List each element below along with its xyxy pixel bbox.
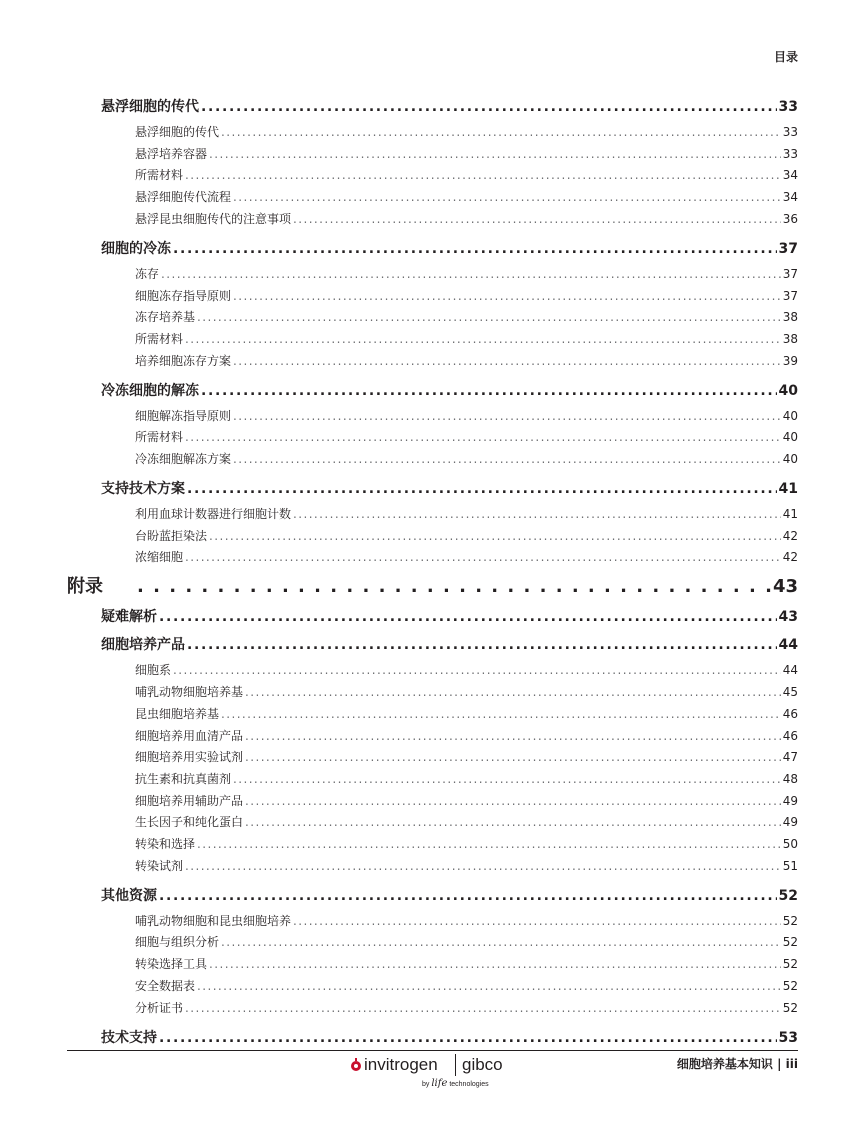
toc-entry[interactable] <box>135 912 798 929</box>
toc-entry-page: 52 <box>782 978 798 993</box>
toc-entry-label: 悬浮昆虫细胞传代的注意事项 <box>135 211 292 226</box>
toc-leader-dots <box>221 707 781 721</box>
toc-entry[interactable] <box>101 380 798 400</box>
toc-entry-label: 台盼蓝拒染法 <box>135 528 208 543</box>
toc-entry-page: 52 <box>778 887 798 904</box>
toc-entry-page: 47 <box>782 750 798 765</box>
toc-leader-dots <box>245 685 781 699</box>
footer-page-number: iii <box>785 1057 798 1071</box>
toc-entry-page: 46 <box>782 706 798 721</box>
toc-entry-page: 37 <box>782 266 798 281</box>
toc-entry-label: 冷冻细胞的解冻 <box>101 382 199 399</box>
toc-entry-page: 51 <box>782 858 798 873</box>
toc-entry[interactable] <box>101 238 798 258</box>
toc-entry[interactable] <box>135 813 798 830</box>
toc-entry[interactable] <box>135 145 798 162</box>
toc-entry[interactable] <box>135 166 798 183</box>
toc-entry-label: 转染试剂 <box>135 858 184 873</box>
toc-entry-page: 52 <box>782 957 798 972</box>
toc-entry-page: 36 <box>782 211 798 226</box>
toc-entry[interactable] <box>135 683 798 700</box>
toc-leader-dots <box>245 794 781 808</box>
toc-entry[interactable] <box>135 210 798 227</box>
toc-entry-label: 所需材料 <box>135 430 184 445</box>
toc-leader-dots <box>293 914 781 928</box>
toc-leader-dots <box>159 1030 777 1046</box>
toc-entry-label: 细胞解冻指导原则 <box>135 408 232 423</box>
toc-entry-label: 所需材料 <box>135 331 184 346</box>
toc-leader-dots <box>245 750 781 764</box>
toc-entry-label: 细胞的冷冻 <box>101 240 171 257</box>
toc-entry-page: 33 <box>778 99 798 115</box>
toc-leader-dots <box>209 957 781 971</box>
toc-leader-dots <box>185 168 781 182</box>
toc-entry-label: 哺乳动物细胞培养基 <box>135 685 244 700</box>
toc-leader-dots <box>221 125 781 139</box>
toc-leader-dots <box>221 935 781 949</box>
toc-leader-dots <box>201 383 777 399</box>
toc-leader-dots <box>185 859 781 873</box>
toc-entry-label: 利用血球计数器进行细胞计数 <box>135 507 292 521</box>
toc-entry-page: 42 <box>782 528 798 543</box>
footer-doc-info <box>677 1055 798 1072</box>
toc-entry-label: 细胞系 <box>135 663 172 678</box>
toc-entry-label: 抗生素和抗真菌剂 <box>135 771 232 786</box>
toc-leader-dots <box>173 241 777 257</box>
toc-leader-dots <box>233 289 781 303</box>
toc-entry-label: 转染选择工具 <box>135 957 208 972</box>
toc-entry[interactable] <box>135 287 798 304</box>
toc-entry[interactable] <box>135 955 798 972</box>
toc-leader-dots <box>185 550 781 564</box>
toc-entry[interactable] <box>135 450 798 467</box>
toc-entry[interactable] <box>135 505 798 522</box>
toc-entry[interactable] <box>135 308 798 325</box>
toc-entry[interactable] <box>101 885 798 905</box>
toc-entry-label: 细胞培养用实验试剂 <box>135 750 244 765</box>
toc-entry-label: 悬浮细胞传代流程 <box>135 190 232 205</box>
toc-entry-label: 疑难解析 <box>101 609 157 626</box>
byline-life: life <box>431 1078 448 1089</box>
toc-entry-label: 细胞与组织分析 <box>135 935 220 950</box>
toc-entry-page: 52 <box>782 913 798 928</box>
toc-leader-dots <box>159 888 777 904</box>
toc-entry-label: 冷冻细胞解冻方案 <box>135 452 232 466</box>
toc-entry[interactable] <box>101 606 798 626</box>
toc-leader-dots <box>159 609 777 625</box>
toc-entry-page: 49 <box>782 793 798 808</box>
toc-leader-dots <box>185 332 781 346</box>
toc-entry-page: 37 <box>782 288 798 303</box>
toc-entry[interactable] <box>135 527 798 544</box>
toc-entry-page: 39 <box>782 353 798 368</box>
toc-entry-page: 40 <box>778 382 798 399</box>
toc-leader-dots <box>185 1001 781 1015</box>
toc-entry-page: 38 <box>782 331 798 346</box>
toc-entry-label: 细胞冻存指导原则 <box>135 288 232 303</box>
toc-entry[interactable] <box>135 933 798 950</box>
brand-separator <box>455 1054 456 1076</box>
toc-entry-page: 50 <box>782 837 798 851</box>
toc-leader-dots <box>173 663 781 677</box>
toc-entry-label: 支持技术方案 <box>101 481 185 497</box>
toc-entry-label: 附录 <box>67 576 103 598</box>
toc-entry[interactable] <box>135 407 798 424</box>
footer-separator: | <box>777 1057 782 1071</box>
toc-entry-label: 哺乳动物细胞和昆虫细胞培养 <box>135 913 292 928</box>
byline-by: by <box>422 1081 430 1088</box>
toc-entry-page: 49 <box>782 815 798 830</box>
toc-entry[interactable] <box>101 1027 798 1047</box>
toc-entry[interactable] <box>135 661 798 678</box>
byline-technologies: technologies <box>449 1081 489 1088</box>
page-header-title: 目录 <box>773 50 798 64</box>
toc-entry-page: 46 <box>782 728 798 743</box>
toc-entry[interactable] <box>135 977 798 994</box>
toc-leader-dots <box>187 637 777 653</box>
toc-leader-dots <box>245 815 781 829</box>
toc-entry[interactable] <box>135 770 798 787</box>
toc-leader-dots <box>233 354 781 368</box>
toc-leader-dots <box>197 837 781 851</box>
toc-entry-page: 41 <box>782 507 798 521</box>
toc-entry[interactable] <box>135 748 798 765</box>
toc-entry-label: 悬浮培养容器 <box>135 146 208 161</box>
toc-entry-label: 冻存培养基 <box>135 310 196 325</box>
toc-entry[interactable] <box>135 123 798 140</box>
toc-entry-label: 悬浮细胞的传代 <box>135 125 220 139</box>
toc-entry-page: 40 <box>782 452 798 466</box>
toc-entry-label: 培养细胞冻存方案 <box>135 353 232 368</box>
toc-entry-label: 安全数据表 <box>135 978 196 993</box>
toc-leader-dots <box>185 430 781 444</box>
toc-leader-dots <box>233 409 781 423</box>
toc-entry[interactable] <box>135 188 798 205</box>
brand-invitrogen: invitrogen <box>364 1055 438 1074</box>
toc-entry-page: 48 <box>782 771 798 786</box>
toc-entry-label: 冻存 <box>135 266 160 281</box>
toc-entry[interactable] <box>135 999 798 1016</box>
toc-leader-dots <box>197 979 781 993</box>
toc-entry[interactable] <box>67 572 798 598</box>
toc-entry-page: 53 <box>778 1029 798 1046</box>
toc-entry-page: 44 <box>782 663 798 678</box>
toc-entry[interactable] <box>135 835 798 852</box>
toc-entry[interactable] <box>135 792 798 809</box>
toc-entry-label: 生长因子和纯化蛋白 <box>135 815 244 830</box>
toc-entry[interactable] <box>135 705 798 722</box>
toc-entry-page: 45 <box>782 685 798 700</box>
brand-gibco: gibco <box>462 1055 503 1074</box>
footer-doc-title: 细胞培养基本知识 <box>676 1057 773 1071</box>
footer-divider <box>67 1050 798 1051</box>
toc-entry-page: 43 <box>772 576 798 598</box>
toc-entry-page: 52 <box>782 935 798 950</box>
toc-leader-dots <box>293 507 781 521</box>
toc-entry-page: 44 <box>778 637 798 654</box>
toc-leader-dots <box>233 772 781 786</box>
toc-entry[interactable] <box>135 428 798 445</box>
toc-entry[interactable] <box>135 727 798 744</box>
toc-entry-page: 43 <box>778 609 798 626</box>
toc-leader-dots <box>161 267 781 281</box>
toc-entry[interactable] <box>135 857 798 874</box>
toc-entry-page: 33 <box>782 125 798 139</box>
toc-entry[interactable] <box>135 330 798 347</box>
toc-entry[interactable] <box>101 634 798 654</box>
toc-leader-dots <box>197 310 781 324</box>
toc-leader-dots <box>233 190 781 204</box>
toc-entry[interactable] <box>135 352 798 369</box>
toc-entry-page: 40 <box>782 430 798 445</box>
toc-entry-page: 42 <box>782 550 798 565</box>
toc-entry-label: 悬浮细胞的传代 <box>101 99 199 115</box>
toc-entry-label: 所需材料 <box>135 168 184 183</box>
toc-leader-dots <box>209 529 781 543</box>
toc-leader-dots <box>209 147 781 161</box>
brand-logo <box>350 1054 520 1094</box>
toc-leader-dots <box>233 452 781 466</box>
toc-entry-page: 41 <box>778 481 798 497</box>
invitrogen-logo-icon <box>350 1058 362 1072</box>
toc-entry-page: 52 <box>782 1000 798 1015</box>
toc-entry-label: 昆虫细胞培养基 <box>135 706 220 721</box>
toc-leader-dots <box>245 729 781 743</box>
toc-entry-page: 37 <box>778 240 798 257</box>
toc-leader-dots <box>137 576 771 597</box>
toc-leader-dots <box>201 99 777 115</box>
toc-entry[interactable] <box>101 478 798 498</box>
toc-entry-label: 细胞培养用辅助产品 <box>135 793 244 808</box>
brand-byline <box>422 1078 489 1089</box>
toc-entry-label: 技术支持 <box>101 1029 157 1046</box>
toc-entry-page: 34 <box>782 168 798 183</box>
toc-entry-label: 分析证书 <box>135 1000 184 1015</box>
toc-entry[interactable] <box>101 96 798 116</box>
toc-entry[interactable] <box>135 265 798 282</box>
toc-entry-page: 33 <box>782 146 798 161</box>
toc-entry-page: 40 <box>782 408 798 423</box>
toc-entry-page: 38 <box>782 310 798 325</box>
toc-entry-label: 细胞培养产品 <box>101 637 185 654</box>
toc-entry-label: 细胞培养用血清产品 <box>135 728 244 743</box>
toc-leader-dots <box>293 212 781 226</box>
toc-entry-label: 浓缩细胞 <box>135 550 184 565</box>
toc-entry[interactable] <box>135 548 798 565</box>
toc-entry-label: 转染和选择 <box>135 837 196 851</box>
toc-entry-page: 34 <box>782 190 798 205</box>
toc-leader-dots <box>187 481 777 497</box>
toc-entry-label: 其他资源 <box>101 887 157 904</box>
